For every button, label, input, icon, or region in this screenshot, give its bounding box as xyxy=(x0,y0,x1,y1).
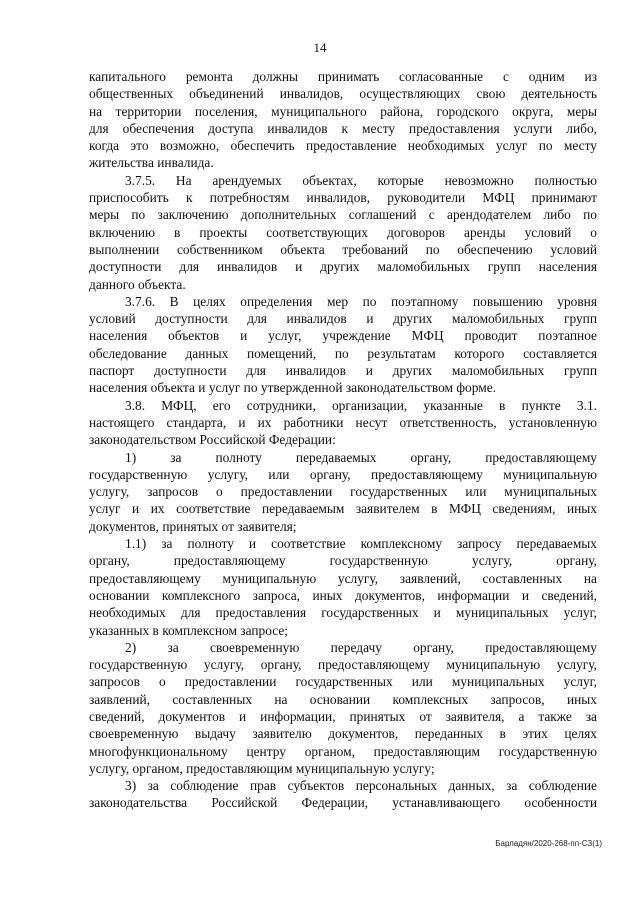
text-line: жительства инвалида. xyxy=(89,155,214,171)
text-line: меры по заключению дополнительных соглашений с арендодателем либо по xyxy=(89,207,597,223)
text-line: многофункциональному центру органом, предоставляющим государственную xyxy=(89,743,597,759)
text-line: законодательства Российской Федерации, устанавливающего особенности xyxy=(89,795,597,811)
text-line: органу, предоставляющему государственную услугу, органу, xyxy=(89,553,597,569)
text-line: для обеспечения доступа инвалидов к месту предоставления услуги либо, xyxy=(89,120,597,136)
text-line: 3.8. МФЦ, его сотрудники, организации, указанные в пункте 3.1. xyxy=(125,397,597,413)
text-line: условий доступности для инвалидов и других маломобильных групп xyxy=(89,311,597,327)
text-line: услугу, органом, предоставляющим муниципальную услугу; xyxy=(89,760,435,776)
text-line: настоящего стандарта, и их работники несут ответственность, установленную xyxy=(89,414,597,430)
text-line: обследование данных помещений, по результатам которого составляется xyxy=(89,345,597,361)
text-line: паспорт доступности для инвалидов и других маломобильных групп xyxy=(89,363,597,379)
text-line: основании комплексного запроса, иных документов, информации и сведений, xyxy=(89,587,597,603)
text-line: данного объекта. xyxy=(89,276,186,292)
text-line: законодательством Российской Федерации: xyxy=(89,432,336,448)
text-line: государственную услугу, или органу, предоставляющему муниципальную xyxy=(89,466,597,482)
text-line: на территории поселения, муниципального района, городского округа, меры xyxy=(89,103,597,119)
text-line: государственную услугу, органу, предоставляющему муниципальную услугу, xyxy=(89,657,597,673)
text-line: 3.7.6. В целях определения мер по поэтапному повышению уровня xyxy=(125,293,597,309)
text-line: когда это возможно, обеспечить предоставление необходимых услуг по месту xyxy=(89,138,597,154)
text-line: документов, принятых от заявителя; xyxy=(89,518,297,534)
text-line: выполнении собственником объекта требований по обеспечению условий xyxy=(89,241,597,257)
text-line: своевременную выдачу заявителю документов, переданных в этих целях xyxy=(89,726,597,742)
text-line: 1) за полноту передаваемых органу, предоставляющему xyxy=(125,449,597,465)
text-line: приспособить к потребностям инвалидов, руководители МФЦ принимают xyxy=(89,190,597,206)
text-line: необходимых для предоставления государственных и муниципальных услуг, xyxy=(89,605,597,621)
text-line: 3.7.5. На арендуемых объектах, которые невозможно полностью xyxy=(125,172,597,188)
body-text xyxy=(89,68,597,812)
text-line: сведений, документов и информации, принятых от заявителя, а также за xyxy=(89,708,597,724)
text-line: доступности для инвалидов и других маломобильных групп населения xyxy=(89,259,597,275)
text-line: капитального ремонта должны принимать согласованные с одним из xyxy=(89,69,597,84)
text-line: населения объекта и услуг по утвержденной законодательством форме. xyxy=(89,380,497,396)
text-line: включению в проекты соответствующих договоров аренды условий о xyxy=(89,224,597,240)
text-line: заявлений, составленных на основании комплексных запросов, иных xyxy=(89,691,597,707)
page-number: 14 xyxy=(313,40,327,55)
footer-document-code: Барладян/2020-268-пп-СЗ(1) xyxy=(495,839,602,848)
text-line: запросов о предоставлении государственных или муниципальных услуг, xyxy=(89,674,597,690)
text-line: населения объектов и услуг, учреждение МФЦ проводит поэтапное xyxy=(89,328,597,344)
text-line: указанных в комплексном запросе; xyxy=(89,622,289,638)
text-line: услуг и их соответствие передаваемым заявителем в МФЦ сведениям, иных xyxy=(89,501,597,517)
text-line: предоставляющему муниципальную услугу, заявлений, составленных на xyxy=(89,570,597,586)
text-line: 3) за соблюдение прав субъектов персональных данных, за соблюдение xyxy=(125,778,597,794)
text-line: общественных объединений инвалидов, осуществляющих свою деятельность xyxy=(89,86,597,102)
text-line: 2) за своевременную передачу органу, предоставляющему xyxy=(125,639,597,655)
text-line: услугу, запросов о предоставлении государственных или муниципальных xyxy=(89,484,597,500)
text-line: 1.1) за полноту и соответствие комплексному запросу передаваемых xyxy=(125,536,597,552)
